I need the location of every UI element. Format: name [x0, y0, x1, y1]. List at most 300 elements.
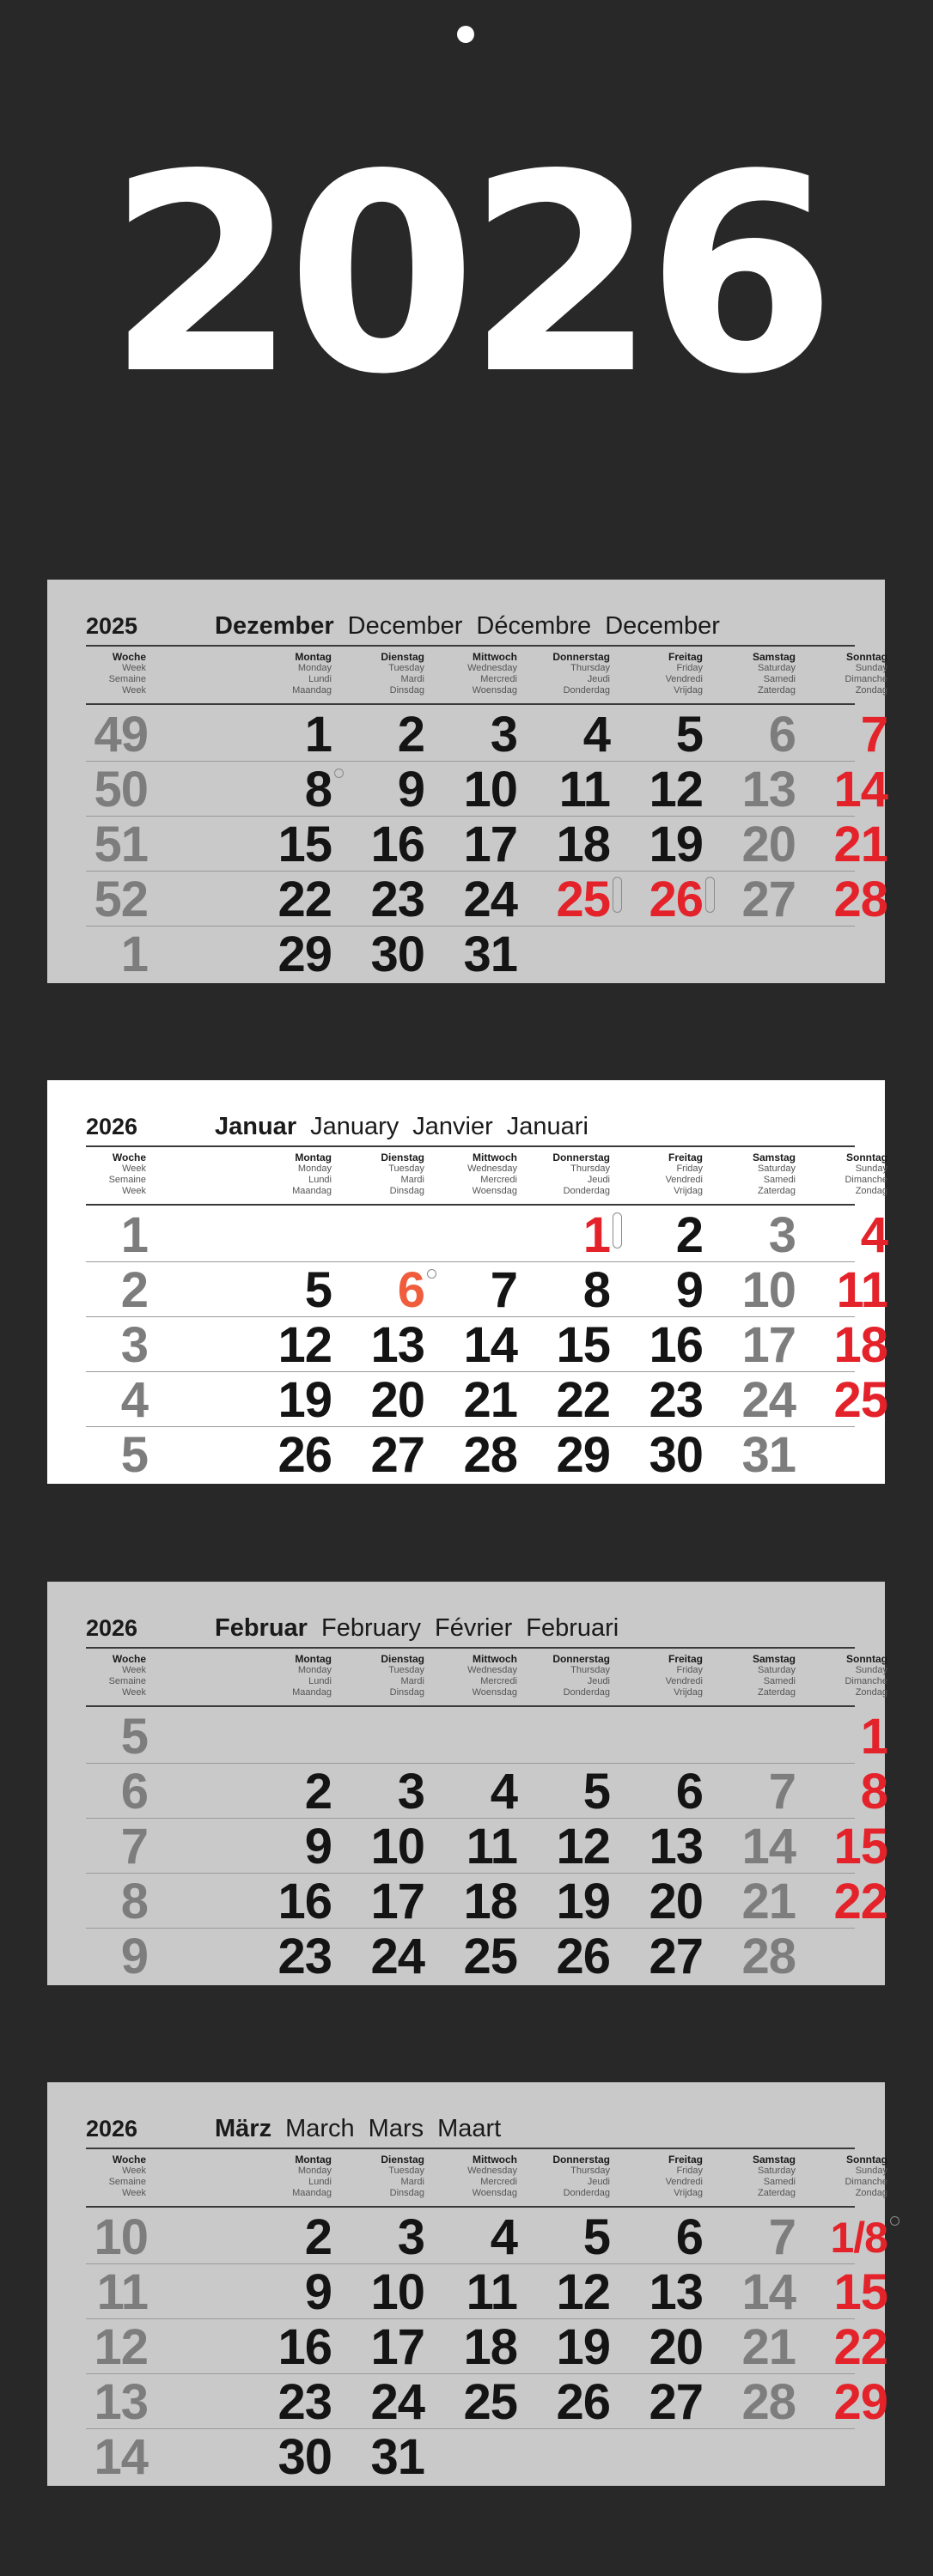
- weekday-header-friday: [610, 1152, 703, 1197]
- week-row: [86, 2429, 855, 2484]
- weekday-name-en: Monday: [297, 1665, 332, 1675]
- day-cell: 15: [556, 1317, 610, 1373]
- weekday-name-en: Week: [122, 663, 146, 673]
- weekday-name-en: Tuesday: [388, 1163, 424, 1174]
- weekday-name-en: Wednesday: [467, 1665, 517, 1675]
- day-cell: 13: [370, 1317, 424, 1373]
- day-cell: 1: [304, 707, 332, 762]
- day-cell: 11: [836, 1262, 887, 1318]
- day-cell: 30: [277, 2429, 332, 2485]
- weekday-name-en: Tuesday: [388, 1665, 424, 1675]
- weekday-name-nl: Maandag: [292, 685, 332, 696]
- weekday-header-sunday: [795, 2154, 887, 2199]
- day-cell: 13: [649, 1819, 703, 1874]
- day-cell: 7: [768, 2209, 796, 2265]
- weekday-name-de: Sonntag: [846, 651, 887, 663]
- day-cell: 28: [463, 1427, 517, 1483]
- weekday-name-nl: Dinsdag: [389, 1186, 424, 1196]
- day-cell: [424, 1207, 517, 1262]
- weekday-name-fr: Vendredi: [665, 674, 703, 684]
- weekday-name-fr: Dimanche: [845, 674, 887, 684]
- month-name-en: January: [310, 1113, 399, 1140]
- weekday-name-en: Wednesday: [467, 2166, 517, 2176]
- weekday-name-fr: Samedi: [763, 674, 796, 684]
- weekday-header-friday: [610, 1654, 703, 1698]
- weekday-header-thursday: [517, 652, 610, 696]
- weekday-header-wednesday: [424, 1654, 517, 1698]
- day-cell: 24: [370, 1929, 424, 1984]
- weekday-name-fr: Jeudi: [587, 2177, 610, 2187]
- day-cell: [517, 927, 610, 981]
- day-cell: 29: [277, 927, 332, 982]
- day-cell: 3: [397, 1764, 424, 1820]
- week-row: [86, 1207, 887, 1263]
- weekday-name-de: Mittwoch: [473, 1653, 517, 1665]
- weekday-name-en: Week: [122, 1665, 146, 1675]
- day-cell: [424, 2429, 517, 2484]
- weekday-name-fr: Mardi: [400, 1175, 424, 1185]
- week-number: 5: [120, 1709, 148, 1765]
- weekday-name-en: Monday: [297, 1163, 332, 1174]
- weekday-name-en: Thursday: [570, 1163, 610, 1174]
- day-cell: 28: [833, 872, 887, 927]
- day-cell: 27: [370, 1427, 424, 1483]
- hanging-hole: [457, 26, 474, 43]
- weekday-name-de: Donnerstag: [552, 1151, 610, 1163]
- day-cell: 22: [277, 872, 332, 927]
- weekday-name-nl: Week: [122, 2188, 146, 2198]
- weekday-name-en: Sunday: [855, 1665, 887, 1675]
- day-cell: 1: [860, 1709, 887, 1765]
- month-name-fr: Décembre: [476, 612, 592, 640]
- day-cell: 16: [370, 817, 424, 872]
- week-number: 12: [94, 2319, 148, 2375]
- weekday-header-tuesday: [332, 652, 424, 696]
- weekday-name-de: Samstag: [752, 1151, 796, 1163]
- day-cell: 5: [582, 1764, 610, 1820]
- weekday-name-fr: Jeudi: [587, 1175, 610, 1185]
- day-cell: 3: [490, 707, 517, 762]
- day-cell: 18: [463, 1874, 517, 1929]
- weekday-name-de: Woche: [112, 1151, 146, 1163]
- weekday-header-row: [86, 1650, 887, 1707]
- day-cell: 15: [833, 1819, 887, 1874]
- weekday-name-nl: Week: [122, 1687, 146, 1698]
- day-cell: 18: [556, 817, 610, 872]
- week-number: 50: [94, 762, 148, 817]
- weekday-name-fr: Lundi: [308, 674, 332, 684]
- weekday-name-nl: Maandag: [292, 1186, 332, 1196]
- day-cell: 20: [649, 1874, 703, 1929]
- month-year: 2026: [86, 1114, 138, 1139]
- day-cell: 30: [649, 1427, 703, 1483]
- day-cell: 1: [517, 1207, 610, 1262]
- month-header: [86, 1109, 855, 1147]
- day-cell: 10: [370, 1819, 424, 1874]
- week-row: [86, 2264, 887, 2320]
- weekday-name-de: Dienstag: [381, 2154, 424, 2166]
- week-number: 4: [120, 1372, 148, 1428]
- weekday-name-nl: Zaterdag: [757, 1186, 796, 1196]
- month-name-nl: December: [605, 612, 720, 640]
- weekday-name-fr: Semaine: [108, 1676, 146, 1686]
- week-row: [86, 1929, 855, 1984]
- day-cell: 25: [463, 1929, 517, 1984]
- weekday-name-fr: Dimanche: [845, 1175, 887, 1185]
- weekday-name-de: Donnerstag: [552, 1653, 610, 1665]
- weekday-name-en: Friday: [676, 2166, 703, 2176]
- day-cell: 2: [397, 707, 424, 762]
- weekday-header-tuesday: [332, 2154, 424, 2199]
- day-cell: 17: [463, 817, 517, 872]
- day-cell: [610, 1709, 703, 1764]
- day-cell: [703, 1709, 796, 1764]
- week-number: 2: [120, 1262, 148, 1318]
- weekday-header-week: [86, 2154, 146, 2199]
- weekday-name-de: Woche: [112, 1653, 146, 1665]
- week-row: [86, 762, 887, 817]
- week-row: [86, 1262, 887, 1318]
- day-cell: 15: [277, 817, 332, 872]
- day-cell: 19: [277, 1372, 332, 1428]
- weekday-name-fr: Samedi: [763, 1175, 796, 1185]
- weekday-name-de: Woche: [112, 2154, 146, 2166]
- week-row: [86, 1372, 887, 1428]
- weekday-name-fr: Lundi: [308, 1676, 332, 1686]
- day-cell: 3: [397, 2209, 424, 2265]
- weekday-name-en: Wednesday: [467, 663, 517, 673]
- day-cell: 13: [649, 2264, 703, 2320]
- month-name-en: December: [347, 612, 463, 640]
- day-cell: 3: [768, 1207, 796, 1263]
- weekday-name-en: Monday: [297, 2166, 332, 2176]
- day-cell: 8: [582, 1262, 610, 1318]
- weekday-name-de: Freitag: [668, 651, 703, 663]
- weekday-header-thursday: [517, 2154, 610, 2199]
- holiday-marker-icon: [890, 2216, 899, 2226]
- weekday-name-nl: Woensdag: [472, 1687, 517, 1698]
- day-cell: 1/8: [795, 2209, 887, 2264]
- day-cell: 26: [556, 2374, 610, 2430]
- weekday-name-nl: Donderdag: [563, 1186, 610, 1196]
- week-number: 5: [120, 1427, 148, 1483]
- day-cell: 20: [741, 817, 796, 872]
- weekday-header-tuesday: [332, 1654, 424, 1698]
- weekday-name-de: Montag: [295, 2154, 332, 2166]
- day-cell: 9: [397, 762, 424, 817]
- week-row: [86, 2374, 887, 2430]
- day-cell: 21: [741, 1874, 796, 1929]
- weekday-header-thursday: [517, 1654, 610, 1698]
- month-names: [215, 1611, 632, 1645]
- day-cell: 16: [649, 1317, 703, 1373]
- day-cell: 14: [741, 2264, 796, 2320]
- day-cell: 22: [556, 1372, 610, 1428]
- weekday-name-de: Sonntag: [846, 2154, 887, 2166]
- weekday-name-de: Freitag: [668, 1151, 703, 1163]
- weekday-name-nl: Vrijdag: [674, 1687, 703, 1698]
- day-cell: 26: [610, 872, 703, 927]
- day-cell: [610, 927, 703, 981]
- month-panel-march: [47, 2082, 885, 2486]
- weekday-name-en: Sunday: [855, 663, 887, 673]
- weekday-name-nl: Donderdag: [563, 685, 610, 696]
- weekday-name-fr: Mercredi: [480, 1676, 517, 1686]
- weekday-header-sunday: [795, 652, 887, 696]
- week-row: [86, 1874, 887, 1929]
- day-cell: 24: [463, 872, 517, 927]
- day-cell: 22: [833, 1874, 887, 1929]
- day-cell: [795, 927, 887, 981]
- day-cell: 29: [833, 2374, 887, 2430]
- weekday-name-nl: Vrijdag: [674, 1186, 703, 1196]
- day-cell: 23: [649, 1372, 703, 1428]
- month-panel-february: [47, 1582, 885, 1985]
- month-name-nl: Februari: [526, 1614, 619, 1642]
- weekday-name-de: Montag: [295, 651, 332, 663]
- day-cell: 28: [741, 2374, 796, 2430]
- day-cell: 2: [304, 2209, 332, 2265]
- weekday-name-fr: Mercredi: [480, 1175, 517, 1185]
- month-header: [86, 2111, 855, 2149]
- day-cell: 27: [649, 2374, 703, 2430]
- week-row: [86, 1709, 887, 1765]
- day-cell: 5: [675, 707, 703, 762]
- day-cell: 14: [741, 1819, 796, 1874]
- weekday-header-friday: [610, 2154, 703, 2199]
- weekday-header-week: [86, 1654, 146, 1698]
- weekday-name-fr: Lundi: [308, 2177, 332, 2187]
- weekday-name-de: Dienstag: [381, 1151, 424, 1163]
- weekday-name-de: Freitag: [668, 1653, 703, 1665]
- day-cell: 27: [649, 1929, 703, 1984]
- weekday-name-fr: Dimanche: [845, 2177, 887, 2187]
- weekday-header-sunday: [795, 1152, 887, 1197]
- weekday-header-saturday: [703, 1654, 796, 1698]
- week-row: [86, 2319, 887, 2375]
- day-cell: 4: [490, 1764, 517, 1820]
- week-row: [86, 927, 855, 981]
- weekday-name-de: Dienstag: [381, 1653, 424, 1665]
- weekday-name-nl: Maandag: [292, 2188, 332, 2198]
- weekday-name-nl: Dinsdag: [389, 1687, 424, 1698]
- weekday-name-en: Thursday: [570, 663, 610, 673]
- weekday-name-nl: Zondag: [855, 685, 887, 696]
- day-cell: [424, 1709, 517, 1764]
- weekday-name-de: Mittwoch: [473, 651, 517, 663]
- day-cell: 13: [741, 762, 796, 817]
- month-name-de: Dezember: [215, 612, 334, 640]
- weekday-name-fr: Samedi: [763, 2177, 796, 2187]
- weekday-header-sunday: [795, 1654, 887, 1698]
- day-cell: 26: [556, 1929, 610, 1984]
- month-name-de: Januar: [215, 1113, 297, 1140]
- day-cell: 12: [556, 2264, 610, 2320]
- day-cell: [795, 2429, 887, 2484]
- week-number: 9: [120, 1929, 148, 1984]
- day-cell: 19: [649, 817, 703, 872]
- day-cell: 30: [370, 927, 424, 982]
- day-cell: 31: [463, 927, 517, 982]
- day-cell: [239, 1207, 332, 1262]
- day-cell: 10: [370, 2264, 424, 2320]
- day-cell: 14: [833, 762, 887, 817]
- day-cell: [239, 1709, 332, 1764]
- day-cell: 17: [370, 2319, 424, 2375]
- weekday-name-en: Saturday: [757, 1665, 796, 1675]
- weekday-header-row: [86, 648, 887, 705]
- weekday-name-fr: Mardi: [400, 674, 424, 684]
- weekday-name-fr: Dimanche: [845, 1676, 887, 1686]
- year-title: 2026: [107, 116, 826, 434]
- weekday-name-de: Sonntag: [846, 1151, 887, 1163]
- weekday-name-nl: Zaterdag: [757, 1687, 796, 1698]
- weekday-name-nl: Vrijdag: [674, 2188, 703, 2198]
- day-cell: 27: [741, 872, 796, 927]
- week-row: [86, 2209, 887, 2265]
- week-number: 3: [120, 1317, 148, 1373]
- day-cell: 7: [860, 707, 887, 762]
- week-row: [86, 872, 887, 927]
- month-name-fr: Janvier: [412, 1113, 493, 1140]
- weekday-header-thursday: [517, 1152, 610, 1197]
- day-cell: 5: [582, 2209, 610, 2265]
- weekday-name-en: Week: [122, 1163, 146, 1174]
- weekday-name-de: Samstag: [752, 1653, 796, 1665]
- day-cell: 21: [833, 817, 887, 872]
- month-year: 2025: [86, 613, 138, 639]
- weekday-name-de: Montag: [295, 1653, 332, 1665]
- month-panel-january: [47, 1080, 885, 1484]
- weekday-name-nl: Dinsdag: [389, 685, 424, 696]
- day-cell: 28: [741, 1929, 796, 1984]
- month-name-nl: Maart: [437, 2115, 502, 2142]
- weekday-name-de: Samstag: [752, 2154, 796, 2166]
- weekday-name-en: Saturday: [757, 1163, 796, 1174]
- weekday-name-de: Donnerstag: [552, 2154, 610, 2166]
- weekday-header-saturday: [703, 652, 796, 696]
- month-name-en: March: [285, 2115, 355, 2142]
- day-cell: [332, 1709, 424, 1764]
- day-cell: 18: [463, 2319, 517, 2375]
- day-cell: 12: [556, 1819, 610, 1874]
- weekday-name-en: Saturday: [757, 2166, 796, 2176]
- weekday-name-fr: Mardi: [400, 1676, 424, 1686]
- weekday-name-en: Thursday: [570, 1665, 610, 1675]
- day-cell: [795, 1427, 887, 1482]
- weekday-header-wednesday: [424, 2154, 517, 2199]
- day-cell: 12: [649, 762, 703, 817]
- weekday-name-nl: Donderdag: [563, 1687, 610, 1698]
- weekday-header-monday: [239, 652, 332, 696]
- weekday-name-en: Sunday: [855, 1163, 887, 1174]
- day-cell: 22: [833, 2319, 887, 2375]
- week-number: 10: [94, 2209, 148, 2265]
- weekday-name-fr: Lundi: [308, 1175, 332, 1185]
- day-cell: 9: [304, 2264, 332, 2320]
- day-cell: 20: [370, 1372, 424, 1428]
- weekday-name-fr: Mercredi: [480, 2177, 517, 2187]
- day-cell: 7: [490, 1262, 517, 1318]
- week-number: 11: [96, 2264, 148, 2320]
- day-cell: 6: [675, 1764, 703, 1820]
- weekday-name-de: Sonntag: [846, 1653, 887, 1665]
- weekday-name-de: Woche: [112, 651, 146, 663]
- weekday-name-en: Wednesday: [467, 1163, 517, 1174]
- weekday-name-nl: Zaterdag: [757, 685, 796, 696]
- weekday-name-fr: Mercredi: [480, 674, 517, 684]
- weekday-name-en: Monday: [297, 663, 332, 673]
- month-names: [215, 1109, 602, 1144]
- weekday-header-monday: [239, 2154, 332, 2199]
- month-names: [215, 609, 734, 643]
- day-cell: 11: [558, 762, 610, 817]
- weekday-name-nl: Maandag: [292, 1687, 332, 1698]
- day-cell: 12: [277, 1317, 332, 1373]
- weekday-header-row: [86, 2151, 887, 2208]
- weekday-name-nl: Zaterdag: [757, 2188, 796, 2198]
- day-cell: [795, 1929, 887, 1984]
- weekday-header-week: [86, 652, 146, 696]
- month-year: 2026: [86, 1615, 138, 1641]
- day-cell: 19: [556, 2319, 610, 2375]
- weekday-name-en: Saturday: [757, 663, 796, 673]
- month-name-de: März: [215, 2115, 272, 2142]
- day-cell: 23: [277, 2374, 332, 2430]
- day-cell: 23: [277, 1929, 332, 1984]
- week-row: [86, 1819, 887, 1874]
- day-cell: 6: [675, 2209, 703, 2265]
- weekday-name-de: Samstag: [752, 651, 796, 663]
- day-cell: 25: [833, 1372, 887, 1428]
- weekday-name-en: Friday: [676, 1665, 703, 1675]
- week-row: [86, 1764, 887, 1820]
- weekday-name-nl: Zondag: [855, 1186, 887, 1196]
- weekday-name-fr: Jeudi: [587, 674, 610, 684]
- day-cell: [703, 2429, 796, 2484]
- weekday-header-week: [86, 1152, 146, 1197]
- day-cell: 24: [741, 1372, 796, 1428]
- weekday-name-fr: Samedi: [763, 1676, 796, 1686]
- day-cell: 10: [741, 1262, 796, 1318]
- day-cell: 9: [675, 1262, 703, 1318]
- month-name-en: February: [320, 1614, 422, 1642]
- month-year: 2026: [86, 2116, 138, 2142]
- weekday-header-saturday: [703, 1152, 796, 1197]
- weekday-name-fr: Vendredi: [665, 1175, 703, 1185]
- week-number: 1: [120, 1207, 148, 1263]
- day-cell: [610, 2429, 703, 2484]
- day-cell: 8: [239, 762, 332, 817]
- weekday-name-en: Thursday: [570, 2166, 610, 2176]
- weekday-name-nl: Vrijdag: [674, 685, 703, 696]
- week-number: 13: [94, 2374, 148, 2430]
- weekday-name-nl: Week: [122, 1186, 146, 1196]
- month-name-de: Februar: [215, 1614, 308, 1642]
- month-name-fr: Février: [435, 1614, 513, 1642]
- day-cell: 4: [490, 2209, 517, 2265]
- day-cell: 17: [370, 1874, 424, 1929]
- weekday-header-row: [86, 1149, 887, 1206]
- day-cell: 24: [370, 2374, 424, 2430]
- day-cell: 11: [466, 1819, 517, 1874]
- week-number: 1: [120, 927, 148, 982]
- weekday-name-nl: Zondag: [855, 1687, 887, 1698]
- day-cell: [332, 1207, 424, 1262]
- week-number: 7: [120, 1819, 148, 1874]
- weekday-name-nl: Zondag: [855, 2188, 887, 2198]
- day-cell: [517, 1709, 610, 1764]
